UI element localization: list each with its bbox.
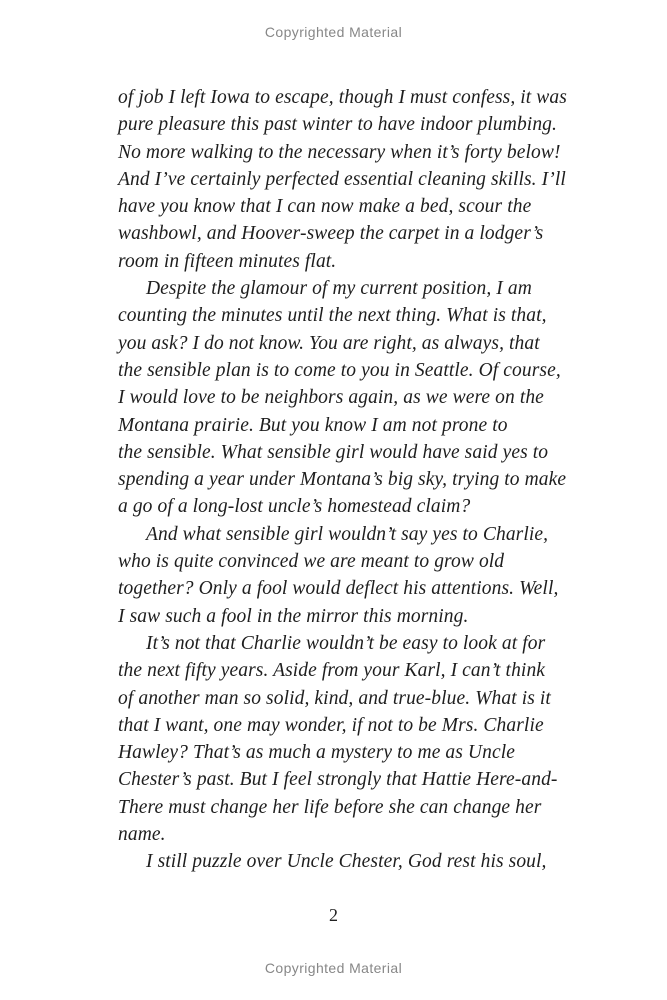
copyright-notice-top: Copyrighted Material: [264, 24, 403, 40]
text-line: Chester’s past. But I feel strongly that Hattie Here-and-: [118, 769, 558, 791]
text-line: who is quite convinced we are meant to grow old: [118, 551, 505, 573]
text-line: Montana prairie. But you know I am not prone to: [118, 414, 508, 436]
page-body-text: [118, 84, 567, 876]
page-number: 2: [329, 905, 338, 925]
text-line: the next fifty years. Aside from your Karl, I can’t think: [118, 660, 546, 682]
text-line: spending a year under Montana’s big sky, trying to make: [118, 469, 567, 491]
text-line: a go of a long-lost uncle’s homestead claim?: [118, 496, 471, 518]
text-line: the sensible plan is to come to you in Seattle. Of course,: [118, 359, 561, 381]
text-line: you ask? I do not know. You are right, as always, that: [118, 332, 540, 354]
text-line: It’s not that Charlie wouldn’t be easy to look at for: [146, 632, 546, 654]
text-line: of another man so solid, kind, and true-blue. What is it: [118, 687, 551, 709]
text-line: together? Only a fool would deflect his attentions. Well,: [118, 578, 559, 600]
text-line: have you know that I can now make a bed, scour the: [118, 196, 532, 218]
text-line: the sensible. What sensible girl would have said yes to: [118, 441, 549, 463]
text-line: I saw such a fool in the mirror this morning.: [118, 605, 469, 627]
text-line: pure pleasure this past winter to have indoor plumbing.: [118, 114, 557, 136]
text-line: I still puzzle over Uncle Chester, God rest his soul,: [146, 851, 547, 873]
text-line: room in fifteen minutes flat.: [118, 250, 337, 272]
copyright-notice-bottom: Copyrighted Material: [264, 960, 403, 976]
text-line: counting the minutes until the next thing. What is that,: [118, 305, 547, 327]
text-line: And what sensible girl wouldn’t say yes to Charlie,: [146, 523, 549, 545]
text-line: name.: [118, 824, 166, 846]
text-line: washbowl, and Hoover-sweep the carpet in a lodger’s: [118, 223, 544, 245]
text-line: I would love to be neighbors again, as we were on the: [118, 387, 544, 409]
text-line: Despite the glamour of my current position, I am: [146, 278, 532, 300]
text-line: Hawley? That’s as much a mystery to me as Uncle: [118, 742, 515, 764]
text-line: And I’ve certainly perfected essential cleaning skills. I’ll: [118, 168, 566, 190]
text-line: that I want, one may wonder, if not to be Mrs. Charlie: [118, 714, 544, 736]
text-line: of job I left Iowa to escape, though I must confess, it was: [118, 87, 567, 108]
text-line: No more walking to the necessary when it’s forty below!: [118, 141, 561, 163]
text-line: There must change her life before she can change her: [118, 796, 542, 818]
